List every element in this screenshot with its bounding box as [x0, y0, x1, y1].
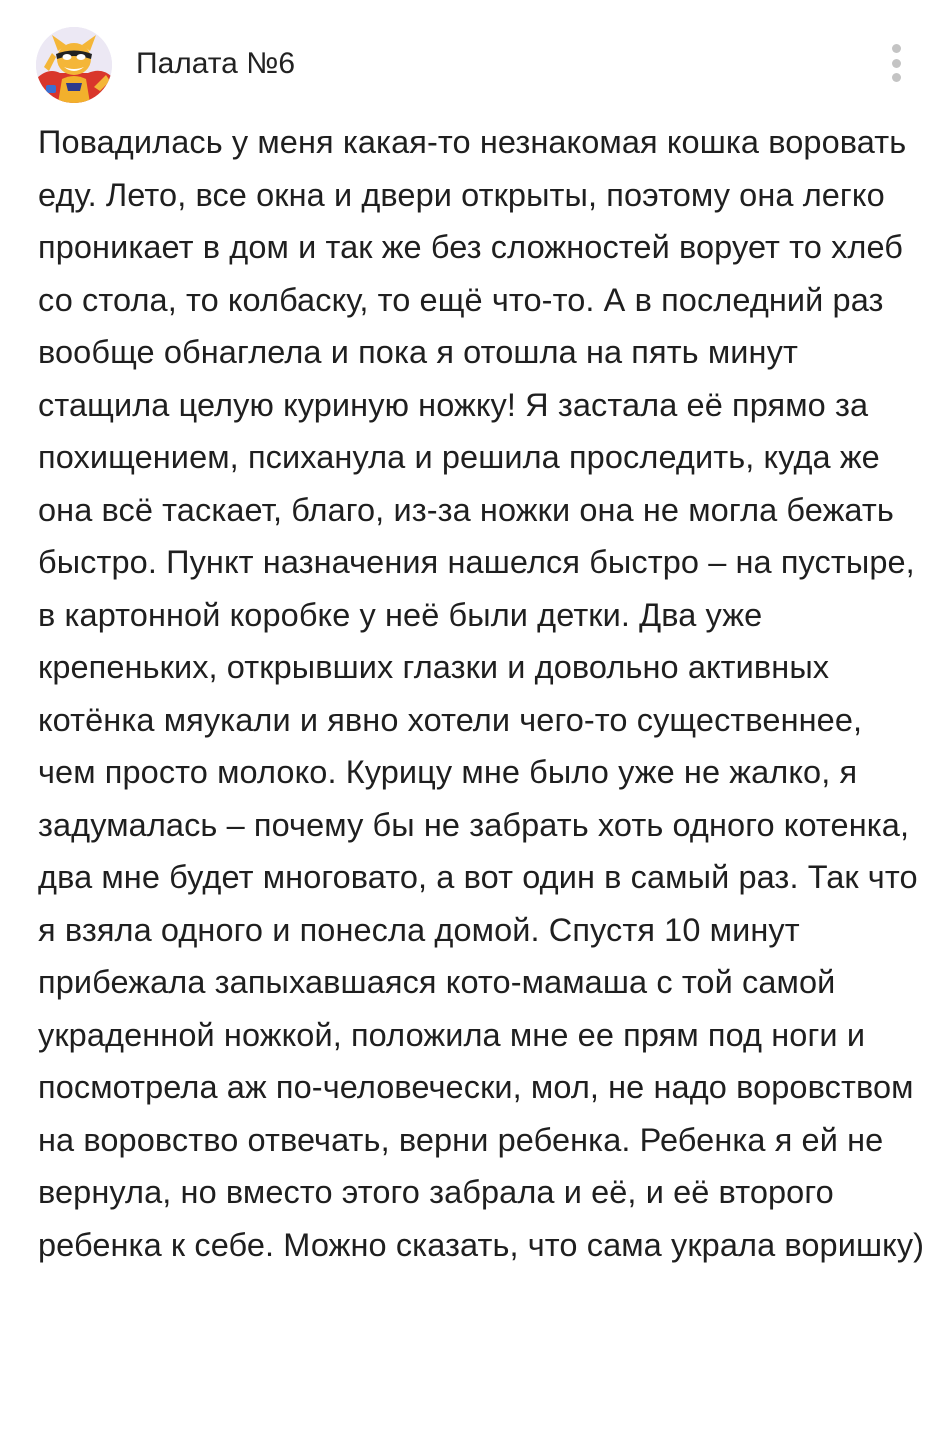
cartoon-character-avatar-icon [36, 27, 112, 103]
post-body-text: Повадилась у меня какая-то незнакомая кошка воровать еду. Лето, все окна и двери открыты, поэтому она легко проникает в дом и так же без сложностей ворует то хлеб со стола, то колбаску, то ещё что-то. А в последний раз вообще обнаглела и пока я отошла на пять минут стащила целую куриную ножку! Я застала её прямо за похищением, психанула и решила проследить, куда же она всё таскает, благо, из-за ножки она не могла бежать быстро. Пункт назначения нашелся быстро – на пустыре, в картонной коробке у неё были детки. Два уже крепеньких, открывших глазки и довольно активных котёнка мяукали и явно хотели чего-то существеннее, чем просто молоко. Курицу мне было уже не жалко, я задумалась – почему бы не забрать хоть одного котенка, два мне будет многовато, а вот один в самый раз. Так что я взяла одного и понесла домой. Спустя 10 минут прибежала запыхавшаяся кото-мамаша с той самой украденной ножкой, положила мне ее прям под ноги и посмотрела аж по-человечески, мол, не надо воровством на воровство отвечать, верни ребенка. Ребенка я ей не вернула, но вместо этого забрала и её, и её второго ребенка к себе. Можно сказать, что сама украла воришку) [38, 124, 925, 1263]
channel-name[interactable]: Палата №6 [136, 47, 296, 80]
vertical-dots-icon [892, 44, 901, 53]
vertical-dots-icon [892, 59, 901, 68]
post-header [0, 0, 952, 130]
more-options-button[interactable] [878, 40, 914, 86]
channel-avatar[interactable] [36, 27, 112, 103]
vertical-dots-icon [892, 73, 901, 82]
